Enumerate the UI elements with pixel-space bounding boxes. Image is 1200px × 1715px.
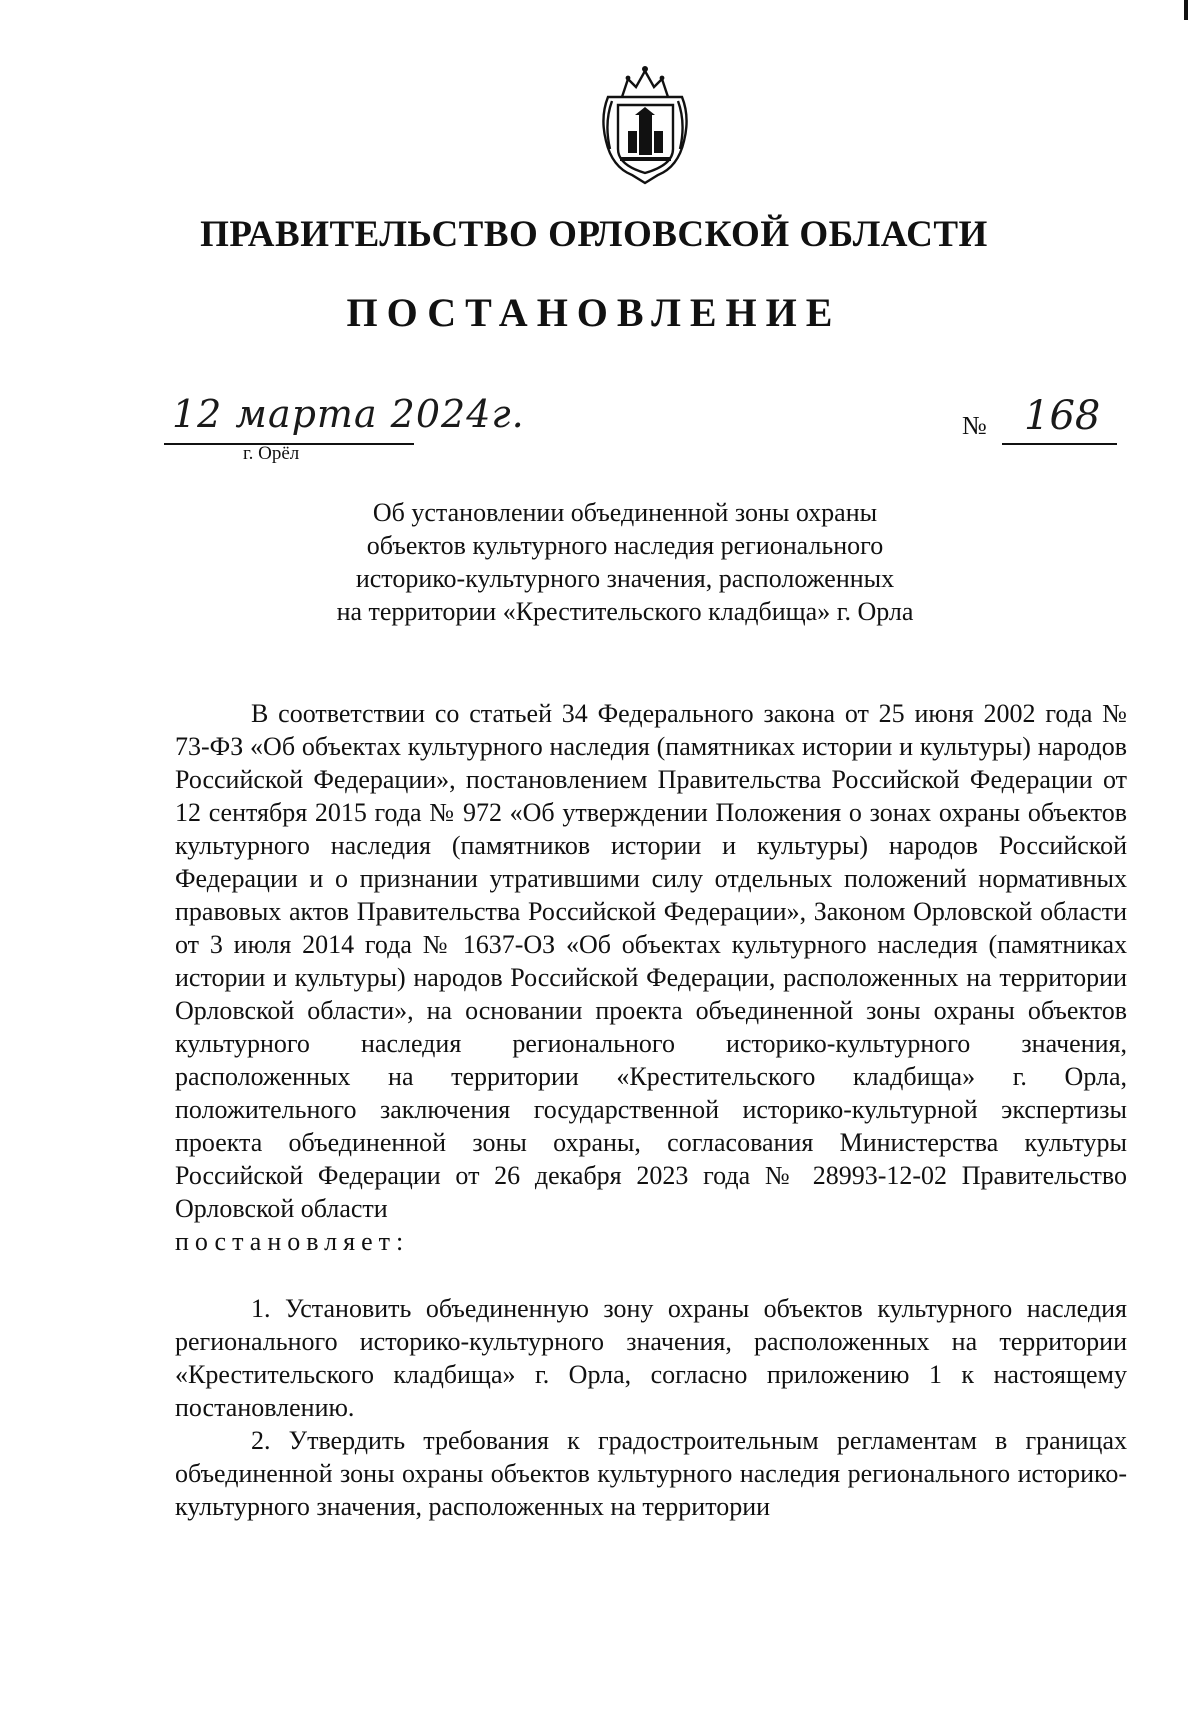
document-number-block: [962, 393, 1122, 447]
coat-of-arms-emblem: [598, 57, 693, 189]
document-body: [175, 697, 1127, 1523]
preamble-paragraph: [175, 697, 1127, 1258]
document-type-heading: ПОСТАНОВЛЕНИЕ: [346, 290, 842, 335]
number-underline: [1002, 443, 1117, 445]
handwritten-number: 168: [1024, 393, 1101, 439]
preamble-text: В соответствии со статьей 34 Федерального закона от 25 июня 2002 года № 73-ФЗ «Об объектах культурного наследия (памятниках истории и культуры) народов Российской Федерации», постановлением Правительства Российской Федерации от 12 сентября 2015 года № 972 «Об утверждении Положения о зонах охраны объектов культурного наследия (памятников истории и культуры) народов Российской Федерации и о признании утратившими силу отдельных положений нормативных правовых актов Правительства Российской Федерации», Законом Орловской области от 3 июля 2014 года № 1637-ОЗ «Об объектах культурного наследия (памятниках истории и культуры) народов Российской Федерации, расположенных на территории Орловской области», на основании проекта объединенной зоны охраны объектов культурного наследия регионального историко-культурного значения, расположенных на территории «Крестительского кладбища» г. Орла, положительного заключения государственной историко-культурной экспертизы проекта объединенной зоны охраны, согласования Министерства культуры Российской Федерации от 26 декабря 2023 года № 28993-12-02 Правительство Орловской области: [175, 699, 1127, 1223]
subject-line: на территории «Крестительского кладбища» г. Орла: [336, 597, 914, 626]
subject-line: объектов культурного наследия регионального: [366, 531, 884, 560]
number-sign: №: [962, 411, 987, 440]
subject-line: Об установлении объединенной зоны охраны: [372, 498, 878, 527]
government-title: ПРАВИТЕЛЬСТВО ОРЛОВСКОЙ ОБЛАСТИ: [200, 214, 988, 255]
handwritten-date: 12 марта 2024г.: [172, 392, 525, 436]
city-label: г. Орёл: [243, 443, 300, 464]
scan-mark: [1184, 0, 1188, 20]
document-subject: [280, 496, 970, 628]
clause-paragraph: 2. Утвердить требования к градостроительным регламентам в границах объединенной зоны охраны объектов культурного наследия регионального историко-культурного значения, расположенных на территории: [175, 1426, 1127, 1521]
subject-line: историко-культурного значения, расположенных: [355, 564, 895, 593]
clause-paragraph: 1. Установить объединенную зону охраны объектов культурного наследия регионального историко-культурного значения, расположенных на территории «Крестительского кладбища» г. Орла, согласно приложению 1 к настоящему постановлению.: [175, 1294, 1127, 1422]
decree-word: постановляет:: [175, 1227, 410, 1256]
date-block: [164, 392, 525, 472]
